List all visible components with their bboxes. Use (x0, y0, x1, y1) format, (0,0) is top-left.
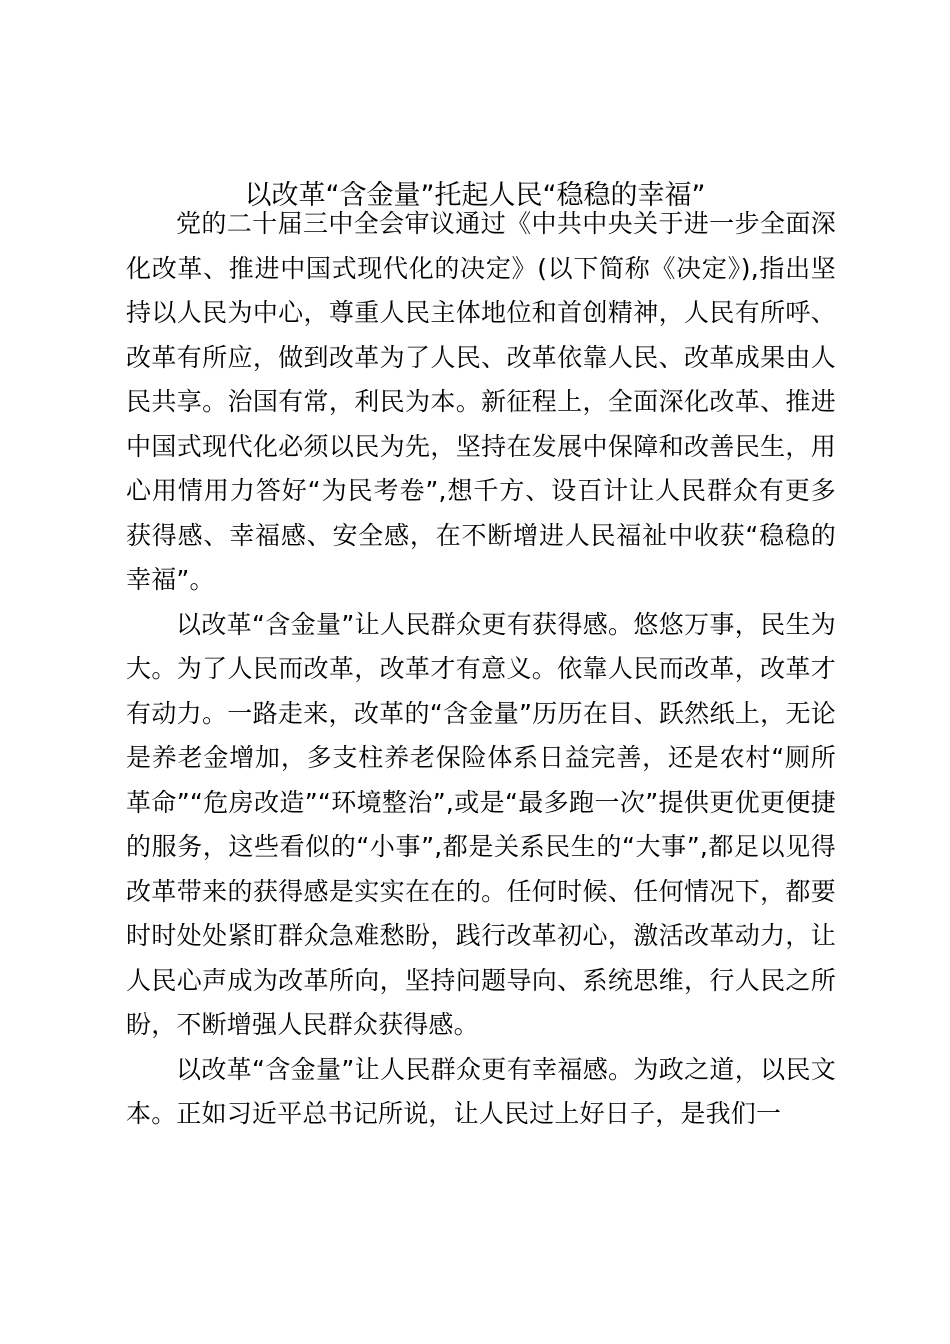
paragraph-2: 以改革“含金量”让人民群众更有获得感。悠悠万事，民生为大。为了人民而改革，改革才有意义。依靠人民而改革，改革才有动力。一路走来，改革的“含金量”历历在目、跃然纸上，无论是养老金增加，多支柱养老保险体系日益完善，还是农村“厕所革命”“危房改造”“环境整治”,或是“最多跑一次”提供更优更便捷的服务，这些看似的“小事”,都是关系民生的“大事”,都足以见得改革带来的获得感是实实在在的。任何时候、任何情况下，都要时时处处紧盯群众急难愁盼，践行改革初心，激活改革动力，让人民心声成为改革所向，坚持问题导向、系统思维，行人民之所盼，不断增强人民群众获得感。 (126, 609, 836, 1039)
paragraph-3: 以改革“含金量”让人民群众更有幸福感。为政之道，以民文本。正如习近平总书记所说，让人民过上好日子，是我们一 (126, 1054, 836, 1128)
document-body (126, 202, 836, 1137)
paragraph-1: 党的二十届三中全会审议通过《中共中央关于进一步全面深化改革、推进中国式现代化的决定》(以下简称《决定》),指出坚持以人民为中心，尊重人民主体地位和首创精神，人民有所呼、改革有所应，做到改革为了人民、改革依靠人民、改革成果由人民共享。治国有常，利民为本。新征程上，全面深化改革、推进中国式现代化必须以民为先，坚持在发展中保障和改善民生，用心用情用力答好“为民考卷”,想千方、设百计让人民群众有更多获得感、幸福感、安全感，在不断增进人民福祉中收获“稳稳的幸福”。 (126, 209, 836, 594)
document-title: 以改革“含金量”托起人民“稳稳的幸福” (244, 180, 706, 211)
